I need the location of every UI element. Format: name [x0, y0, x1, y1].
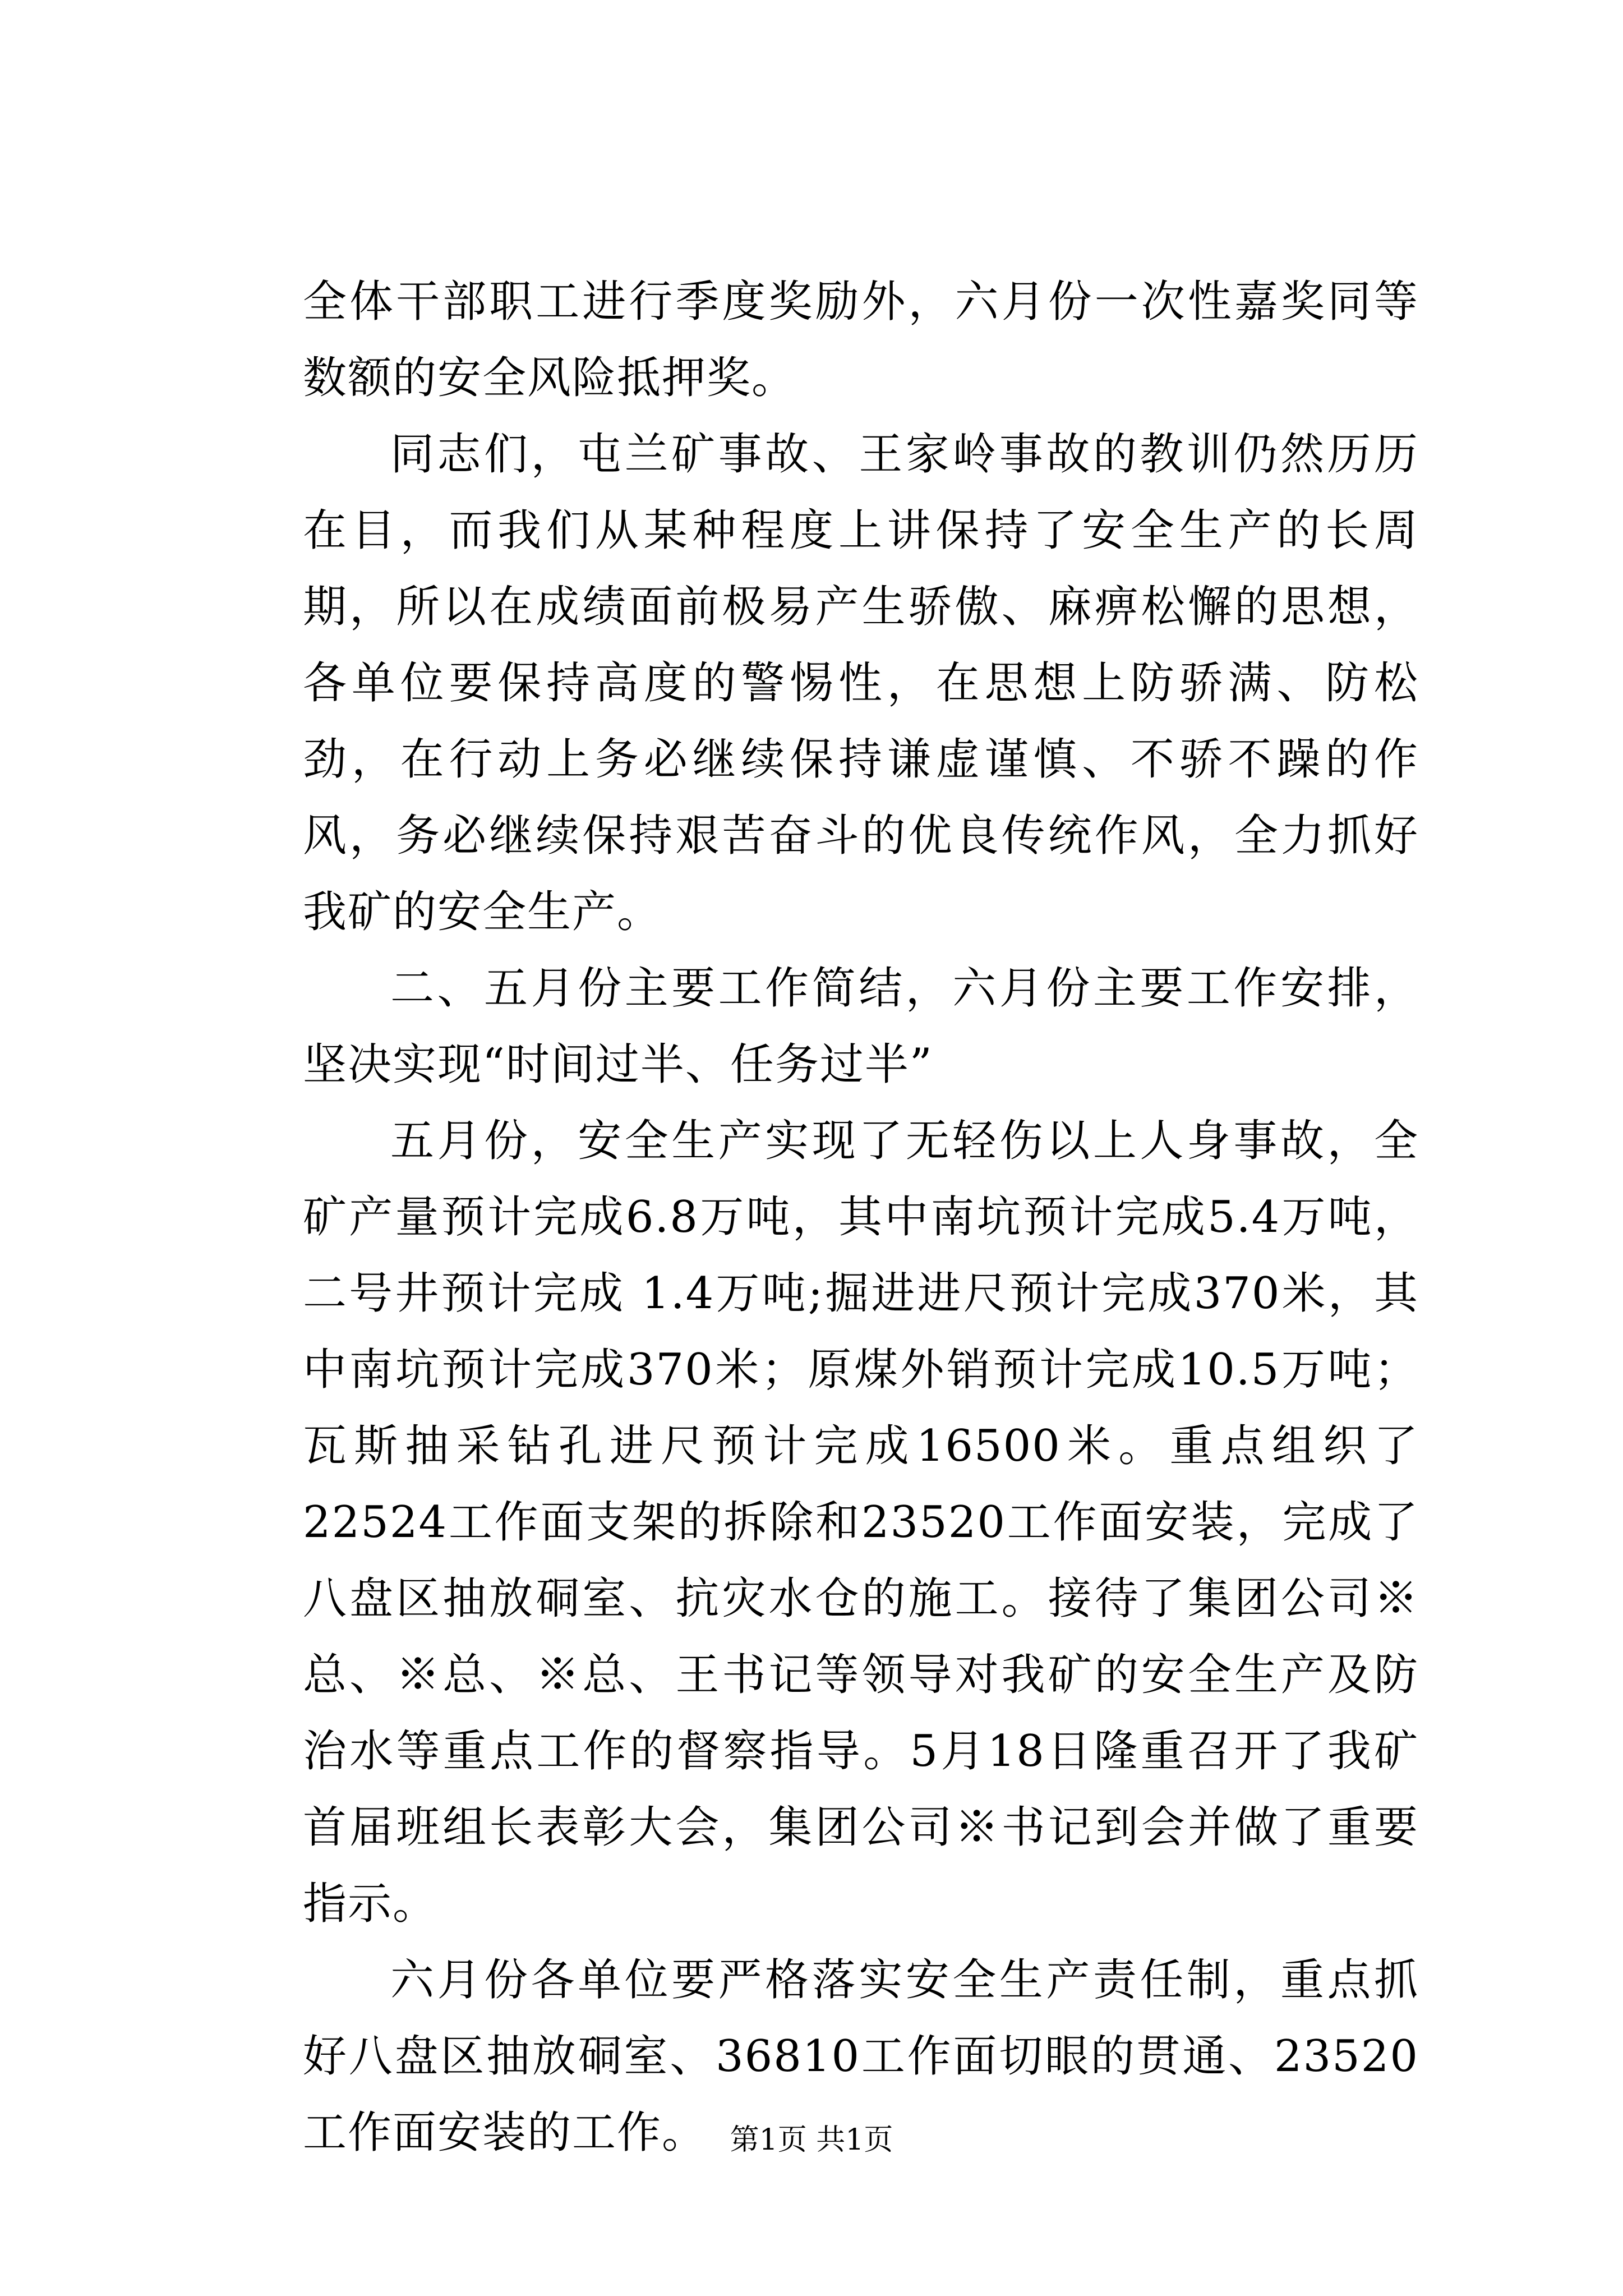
section-heading-work-summary: 二、五月份主要工作简结，六月份主要工作安排，坚决实现“时间过半、任务过半”: [303, 963, 1419, 1090]
paragraph-may-summary: 五月份，安全生产实现了无轻伤以上人身事故，全矿产量预计完成6.8万吨，其中南坑预计完成5.4万吨，二号井预计完成 1.4万吨;掘进进尺预计完成370米，其中南坑预计完成370米；原煤外销预计完成10.5万吨；瓦斯抽采钻孔进尺预计完成16500米。重点组织了22524工作面支架的拆除和23520工作面安装，完成了八盘区抽放硐室、抗灾水仓的施工。接待了集团公司※总、※总、※总、王书记等领导对我矿的安全生产及防治水等重点工作的督察指导。5月18日隆重召开了我矿首届班组长表彰大会，集团公司※书记到会并做了重要指示。: [303, 1116, 1419, 1929]
paragraph-safety-warning: 同志们，屯兰矿事故、王家岭事故的教训仍然历历在目，而我们从某种程度上讲保持了安全生产的长周期，所以在成绩面前极易产生骄傲、麻痹松懈的思想，各单位要保持高度的警惕性，在思想上防骄满、防松劲，在行动上务必继续保持谦虚谨慎、不骄不躁的作风，务必继续保持艰苦奋斗的优良传统作风，全力抓好我矿的安全生产。: [303, 429, 1419, 937]
document-body: [303, 264, 1419, 2171]
paragraph-continuation: 全体干部职工进行季度奖励外，六月份一次性嘉奖同等数额的安全风险抵押奖。: [303, 277, 1419, 403]
paragraph-june-plan: 六月份各单位要严格落实安全生产责任制，重点抓好八盘区抽放硐室、36810工作面切眼的贯通、23520工作面安装的工作。: [303, 1955, 1419, 2158]
page-number-label: 第1页 共1页: [730, 2123, 893, 2157]
page-footer: [0, 2120, 1623, 2160]
